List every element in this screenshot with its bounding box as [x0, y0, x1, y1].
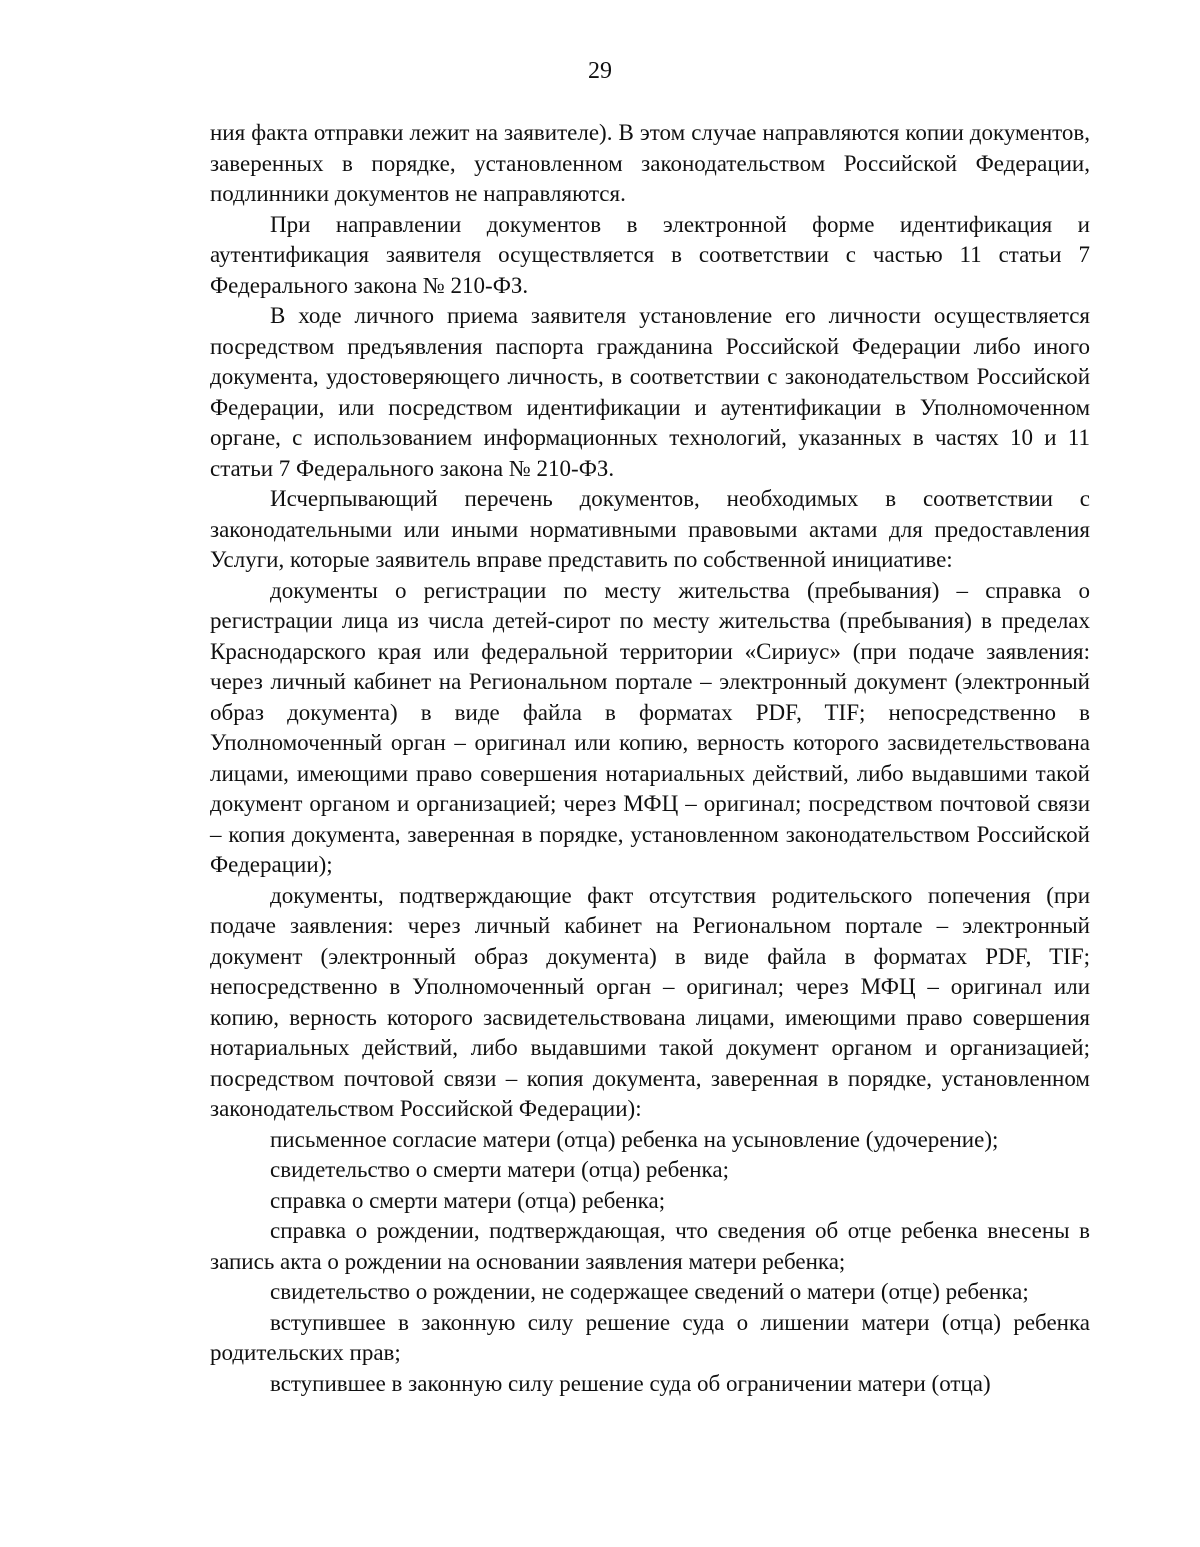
paragraph: документы, подтверждающие факт отсутствия родительского попечения (при подаче заявления: через личный кабинет на Региональном портале – электронный документ (электронный образ документа) в виде файла в форматах PDF, TIF; непосредственно в Уполномоченный орган – оригинал; через МФЦ – оригинал или копию, верность которого засвидетельствована лицами, имеющими право совершения нотариальных действий, либо выдавшими такой документ органом и организацией; посредством почтовой связи – копия документа, заверенная в порядке, установленном законодательством Российской Федерации): — [210, 882, 1090, 1121]
list-item: справка о рождении, подтверждающая, что сведения об отце ребенка внесены в запись акта о рождении на основании заявления матери ребенка; — [210, 1218, 1090, 1274]
paragraph: ния факта отправки лежит на заявителе). В этом случае направляются копии документов, заверенных в порядке, установленном законодательством Российской Федерации, подлинники документов не направляются. — [210, 120, 1090, 206]
page-number: 29 — [588, 58, 612, 84]
list-item: свидетельство о рождении, не содержащее сведений о матери (отце) ребенка; — [270, 1279, 1029, 1304]
paragraph: документы о регистрации по месту жительства (пребывания) – справка о регистрации лица из числа детей-сирот по месту жительства (пребывания) в пределах Краснодарского края или федеральной территории «Сириус» (при подаче заявления: через личный кабинет на Региональном портале – электронный документ (электронный образ документа) в виде файла в форматах PDF, TIF; непосредственно в Уполномоченный орган – оригинал или копию, верность которого засвидетельствована лицами, имеющими право совершения нотариальных действий, либо выдавшими такой документ органом и организацией; через МФЦ – оригинал; посредством почтовой связи – копия документа, заверенная в порядке, установленном законодательством Российской Федерации); — [210, 577, 1090, 877]
list-item: справка о смерти матери (отца) ребенка; — [270, 1187, 666, 1213]
list-item: вступившее в законную силу решение суда о лишении матери (отца) ребенка родительских прав; — [210, 1309, 1090, 1365]
paragraph: При направлении документов в электронной форме идентификация и аутентификация заявителя осуществляется в соответствии с частью 11 статьи 7 Федерального закона № 210-ФЗ. — [210, 211, 1090, 298]
list-item: вступившее в законную силу решение суда об ограничении матери (отца) — [270, 1370, 991, 1396]
paragraph: В ходе личного приема заявителя установление его личности осуществляется посредством предъявления паспорта гражданина Российской Федерации либо иного документа, удостоверяющего личность, в соответствии с законодательством Российской Федерации, или посредством идентификации и аутентификации в Уполномоченном органе, с использованием информационных технологий, указанных в частях 10 и 11 статьи 7 Федерального закона № 210-ФЗ. — [210, 303, 1090, 481]
list-item: письменное согласие матери (отца) ребенка на усыновление (удочерение); — [270, 1126, 999, 1152]
paragraph: Исчерпывающий перечень документов, необходимых в соответствии с законодательными или иными нормативными правовыми актами для предоставления Услуги, которые заявитель вправе представить по собственной инициативе: — [210, 486, 1090, 572]
body-text — [210, 118, 1090, 1399]
list-item: свидетельство о смерти матери (отца) ребенка; — [270, 1157, 729, 1182]
